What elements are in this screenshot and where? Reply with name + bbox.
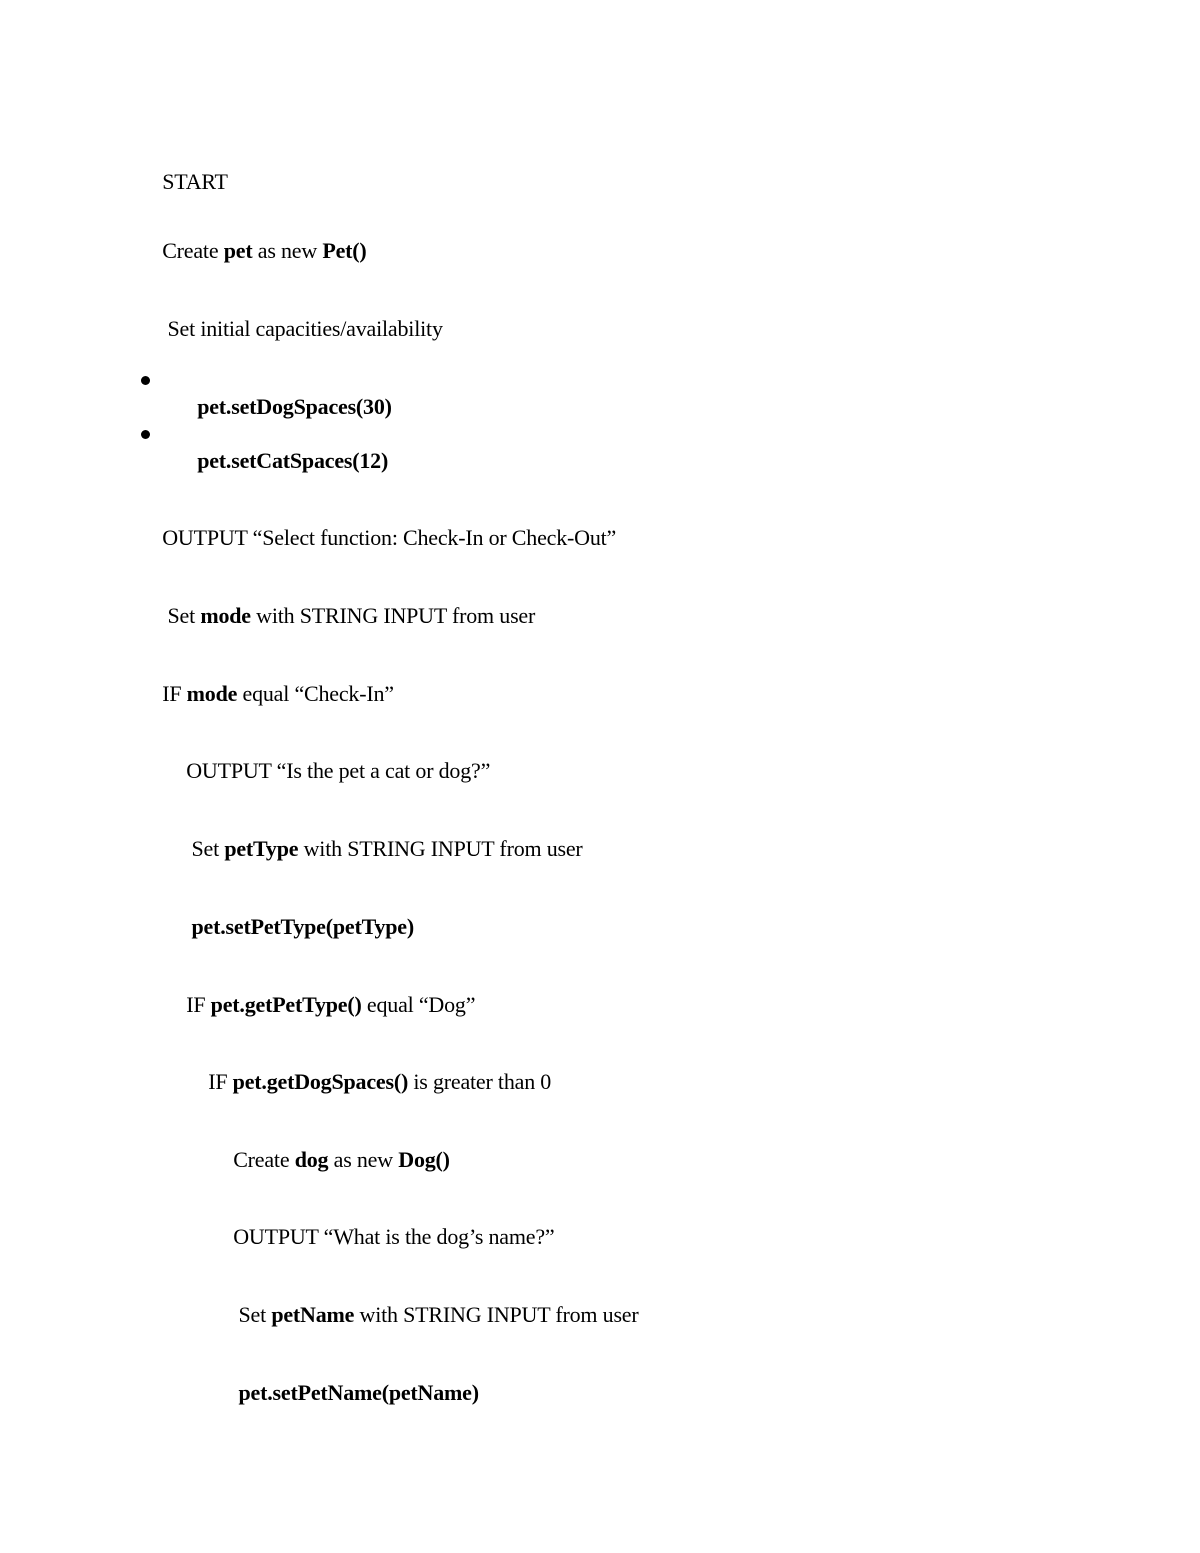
line-call-set-pet-type <box>165 888 414 966</box>
code-identifier: petName <box>271 1302 355 1327</box>
text-run: equal “Dog” <box>361 992 476 1017</box>
text-run: START <box>162 169 228 194</box>
line-set-pet-type <box>165 810 583 888</box>
line-start <box>141 143 228 221</box>
code-identifier: pet.getPetType() <box>210 992 362 1017</box>
text-run: with STRING INPUT from user <box>298 836 583 861</box>
text-run: is greater than 0 <box>408 1069 552 1094</box>
text-run: OUTPUT “What is the dog’s name?” <box>233 1224 555 1249</box>
bullet-icon <box>141 376 150 385</box>
text-run: OUTPUT “Select function: Check-In or Check-Out” <box>162 525 617 550</box>
code-identifier: pet.setPetName(petName) <box>233 1380 479 1405</box>
line-if-mode <box>141 655 394 733</box>
line-output-dog-name <box>212 1198 554 1276</box>
code-identifier: mode <box>186 681 238 706</box>
line-bullet-cat-spaces <box>176 422 388 500</box>
text-run: with STRING INPUT from user <box>250 603 536 628</box>
line-set-initial <box>141 290 443 368</box>
bullet-icon <box>141 430 150 439</box>
code-identifier: pet <box>223 238 253 263</box>
code-identifier: petType <box>224 836 299 861</box>
code-identifier: pet.getDogSpaces() <box>232 1069 409 1094</box>
line-create-dog <box>212 1121 450 1199</box>
line-output-pet-type <box>165 732 490 810</box>
text-run: equal “Check-In” <box>237 681 394 706</box>
text-run: as new <box>328 1147 399 1172</box>
text-run: with STRING INPUT from user <box>354 1302 639 1327</box>
text-run: Create <box>233 1147 295 1172</box>
text-run: IF <box>186 992 211 1017</box>
text-run: as new <box>252 238 323 263</box>
line-if-dog-spaces <box>187 1043 551 1121</box>
text-run: Set <box>186 836 225 861</box>
text-run: Create <box>162 238 224 263</box>
text-run: Set initial capacities/availability <box>162 316 443 341</box>
code-identifier: pet.setPetType(petType) <box>186 914 414 939</box>
code-identifier: pet.setCatSpaces(12) <box>197 448 389 473</box>
text-run: IF <box>162 681 187 706</box>
text-run: IF <box>208 1069 233 1094</box>
line-if-pet-type-dog <box>165 966 475 1044</box>
code-identifier: mode <box>200 603 251 628</box>
line-output-select-function <box>141 499 616 577</box>
line-create-pet <box>141 212 367 290</box>
code-identifier: Pet() <box>322 238 367 263</box>
code-identifier: pet.setDogSpaces(30) <box>197 394 392 419</box>
text-run: OUTPUT “Is the pet a cat or dog?” <box>186 758 491 783</box>
line-call-set-pet-name <box>212 1354 479 1432</box>
line-set-pet-name <box>212 1276 639 1354</box>
code-identifier: dog <box>294 1147 329 1172</box>
code-identifier: Dog() <box>398 1147 450 1172</box>
text-run: Set <box>233 1302 272 1327</box>
line-set-mode <box>141 577 535 655</box>
text-run: Set <box>162 603 201 628</box>
